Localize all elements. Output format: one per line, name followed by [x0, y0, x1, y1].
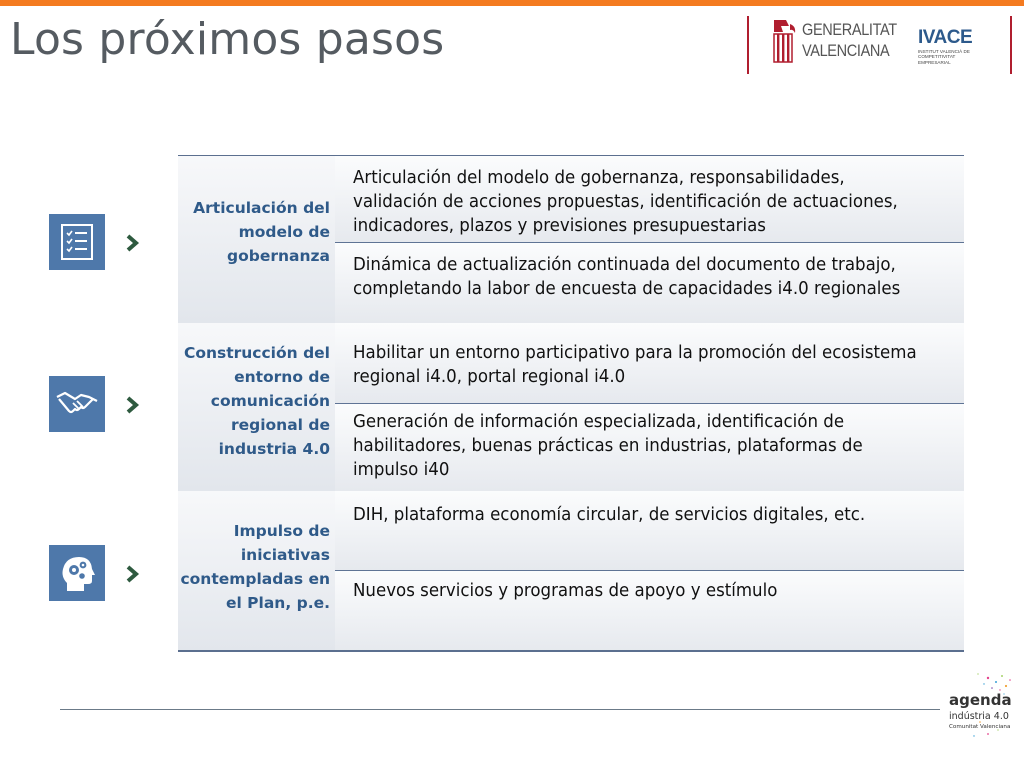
agenda-wordmark: agenda: [949, 691, 1012, 709]
agenda-line2: indústria 4.0: [949, 711, 1009, 722]
item-text: Generación de información especializada, identificación de habilitadores, buenas prácticas en industrias, plataformas de impulso i40: [353, 412, 863, 480]
generalitat-logo: [770, 18, 897, 70]
checklist-icon-box: [49, 214, 105, 270]
item-text: DIH, plataforma economía circular, de servicios digitales, etc.: [353, 505, 866, 525]
logo-divider-left: [747, 16, 749, 74]
ivace-wordmark: IVACE: [918, 27, 973, 48]
chevron-right-icon: [126, 565, 140, 583]
handshake-icon-box: [49, 376, 105, 432]
chevron-right-icon: [126, 396, 140, 414]
footer-rule: [60, 709, 940, 710]
head-gears-icon: [57, 553, 97, 593]
ivace-subtitle: INSTITUT VALENCIÀ DE COMPETITIVITAT EMPRESARIAL: [918, 49, 970, 65]
table-row: [178, 323, 964, 491]
row-separator: [178, 322, 964, 323]
category-label: Construcción del entorno de comunicación regional de industria 4.0: [183, 344, 330, 458]
generalitat-line2: VALENCIANA: [802, 42, 890, 60]
category-label: Articulación del modelo de gobernanza: [193, 199, 330, 265]
generalitat-crest-icon: [770, 18, 798, 70]
head-gears-icon-box: [49, 545, 105, 601]
category-cell: [178, 323, 335, 491]
checklist-icon: [57, 222, 97, 262]
item-cell: [335, 323, 964, 403]
category-cell: [178, 156, 335, 323]
item-cell: [335, 491, 964, 570]
table-row: [178, 156, 964, 323]
item-cell: [335, 404, 964, 491]
slide-title: Los próximos pasos: [10, 14, 445, 65]
generalitat-line1: GENERALITAT: [802, 21, 897, 39]
item-cell: [335, 156, 964, 242]
ivace-logo: [918, 28, 1008, 68]
handshake-icon: [55, 387, 99, 421]
agenda-industria-logo: [944, 670, 1016, 742]
item-cell: [335, 571, 964, 652]
logo-divider-right: [1010, 16, 1012, 74]
top-accent-bar: [0, 0, 1024, 6]
category-label: Impulso de iniciativas contempladas en el Plan, p.e.: [180, 522, 330, 612]
item-cell: [335, 243, 964, 323]
table-row: [178, 491, 964, 652]
chevron-right-icon: [126, 234, 140, 252]
agenda-line3: Comunitat Valenciana: [949, 724, 1011, 730]
table-bottom-border: [178, 650, 964, 652]
item-text: Habilitar un entorno participativo para la promoción del ecosistema regional i4.0, portal regional i4.0: [353, 343, 917, 387]
item-text: Nuevos servicios y programas de apoyo y estímulo: [353, 581, 778, 601]
category-cell: [178, 491, 335, 652]
item-text: Dinámica de actualización continuada del documento de trabajo, completando la labor de encuesta de capacidades i4.0 regionales: [353, 255, 901, 299]
item-text: Articulación del modelo de gobernanza, responsabilidades, validación de acciones propuestas, identificación de actuaciones, indicadores, plazos y previsiones presupuestarias: [353, 168, 898, 236]
plan-table: [178, 156, 964, 652]
